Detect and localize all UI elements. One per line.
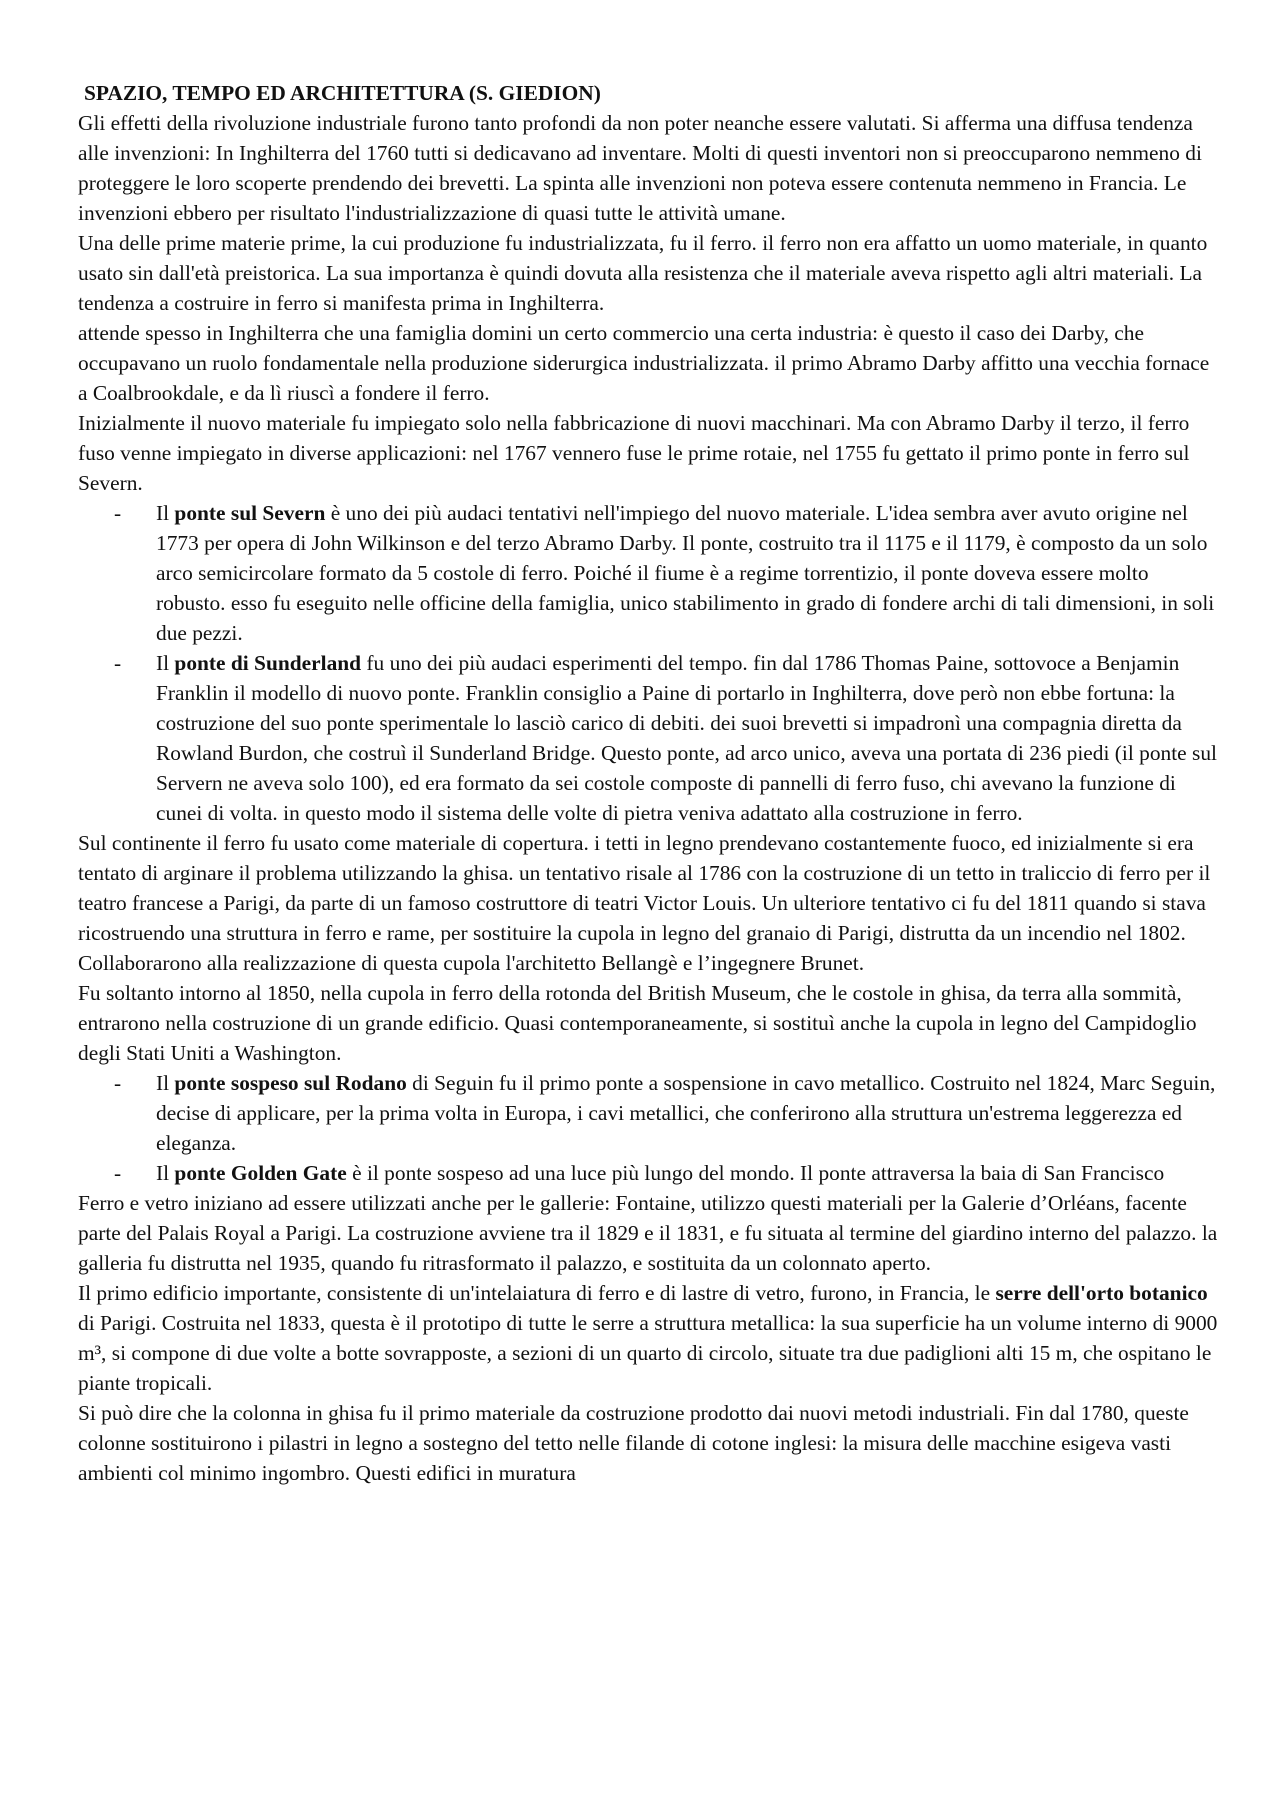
text-run: Una delle prime materie prime, la cui produzione fu industrializzata, fu il ferro. il ferro non era affatto un uomo materiale, in quanto usato sin dall'età preistorica. La sua importanza è quindi dovuta alla resistenza che il materiale aveva rispetto agli altri materiali. La tendenza a costruire in ferro si manifesta prima in Inghilterra. (78, 231, 1208, 315)
bullet-list (78, 498, 1218, 828)
text-run: Il (156, 1071, 175, 1095)
paragraph (78, 108, 1218, 228)
paragraph (78, 408, 1218, 498)
bullet-dash: - (114, 1071, 122, 1095)
text-run: attende spesso in Inghilterra che una famiglia domini un certo commercio una certa industria: è questo il caso dei Darby, che occupavano un ruolo fondamentale nella produzione siderurgica industrializzata. il primo Abramo Darby affitto una vecchia fornace a Coalbrookdale, e da lì riuscì a fondere il ferro. (78, 321, 1210, 405)
paragraph (78, 1188, 1218, 1278)
text-run: Fu soltanto intorno al 1850, nella cupola in ferro della rotonda del British Museum, che le costole in ghisa, da terra alla sommità, entrarono nella costruzione di un grande edificio. Quasi contemporaneamente, si sostituì anche la cupola in legno del Campidoglio degli Stati Uniti a Washington. (78, 981, 1197, 1065)
text-run: Gli effetti della rivoluzione industriale furono tanto profondi da non poter neanche essere valutati. Si afferma una diffusa tendenza alle invenzioni: In Inghilterra del 1760 tutti si dedicavano ad inventare. Molti di questi inventori non si preoccuparono nemmeno di proteggere le loro scoperte prendendo dei brevetti. La spinta alle invenzioni non poteva essere contenuta nemmeno in Francia. Le invenzioni ebbero per risultato l'industrializzazione di quasi tutte le attività umane. (78, 111, 1202, 225)
paragraph (78, 828, 1218, 978)
bold-term: ponte sospeso sul Rodano (174, 1071, 407, 1095)
bullet-dash: - (114, 1161, 122, 1185)
bullet-dash: - (114, 501, 122, 525)
text-run: di Parigi. Costruita nel 1833, questa è il prototipo di tutte le serre a struttura metallica: la sua superficie ha un volume interno di 9000 m³, si compone di due volte a botte sovrapposte, a sezioni di un quarto di circolo, situate tra due padiglioni alti 15 m, che ospitano le piante tropicali. (78, 1311, 1218, 1395)
document-title: SPAZIO, TEMPO ED ARCHITETTURA (S. GIEDION) (84, 81, 601, 105)
bold-term: serre dell'orto botanico (995, 1281, 1208, 1305)
text-run: Ferro e vetro iniziano ad essere utilizzati anche per le gallerie: Fontaine, utilizzo questi materiali per la Galerie d’Orléans, facente parte del Palais Royal a Parigi. La costruzione avviene tra il 1829 e il 1831, e fu situata al termine del giardino interno del palazzo. la galleria fu distrutta nel 1935, quando fu ritrasformato il palazzo, e sostituita da un colonnato aperto. (78, 1191, 1218, 1275)
bullet-item (78, 1068, 1218, 1158)
text-run: Il (156, 501, 175, 525)
text-run: Il (156, 651, 175, 675)
paragraph (78, 318, 1218, 408)
text-run: Sul continente il ferro fu usato come materiale di copertura. i tetti in legno prendevano costantemente fuoco, ed inizialmente si era tentato di arginare il problema utilizzando la ghisa. un tentativo risale al 1786 con la costruzione di un tetto in traliccio di ferro per il teatro francese a Parigi, da parte di un famoso costruttore di teatri Victor Louis. Un ulteriore tentativo ci fu del 1811 quando si stava ricostruendo una struttura in ferro e rame, per sostituire la cupola in legno del granaio di Parigi, distrutta da un incendio nel 1802. Collaborarono alla realizzazione di questa cupola l'architetto Bellangè e l’ingegnere Brunet. (78, 831, 1211, 975)
bold-term: ponte sul Severn (174, 501, 326, 525)
bullet-item (78, 648, 1218, 828)
document-page (78, 78, 1218, 1488)
bullet-item (78, 1158, 1218, 1188)
document-body (78, 108, 1218, 1488)
text-run: è uno dei più audaci tentativi nell'impiego del nuovo materiale. L'idea sembra aver avuto origine nel 1773 per opera di John Wilkinson e del terzo Abramo Darby. Il ponte, costruito tra il 1175 e il 1179, è composto da un solo arco semicircolare formato da 5 costole di ferro. Poiché il fiume è a regime torrentizio, il ponte doveva essere molto robusto. esso fu eseguito nelle officine della famiglia, unico stabilimento in grado di fondere archi di tali dimensioni, in soli due pezzi. (156, 501, 1215, 645)
text-run: Il (156, 1161, 175, 1185)
paragraph (78, 1398, 1218, 1488)
bold-term: ponte Golden Gate (174, 1161, 347, 1185)
text-run: è il ponte sospeso ad una luce più lungo del mondo. Il ponte attraversa la baia di San Francisco (346, 1161, 1165, 1185)
bullet-item (78, 498, 1218, 648)
paragraph (78, 1278, 1218, 1398)
paragraph (78, 228, 1218, 318)
bullet-dash: - (114, 651, 122, 675)
text-run: Si può dire che la colonna in ghisa fu il primo materiale da costruzione prodotto dai nuovi metodi industriali. Fin dal 1780, queste colonne sostituirono i pilastri in legno a sostegno del tetto nelle filande di cotone inglesi: la misura delle macchine esigeva vasti ambienti col minimo ingombro. Questi edifici in muratura (78, 1401, 1189, 1485)
bullet-list (78, 1068, 1218, 1188)
text-run: di Seguin fu il primo ponte a sospensione in cavo metallico. Costruito nel 1824, Marc Seguin, decise di applicare, per la prima volta in Europa, i cavi metallici, che conferirono alla struttura un'estrema leggerezza ed eleganza. (156, 1071, 1216, 1155)
paragraph (78, 978, 1218, 1068)
bold-term: ponte di Sunderland (174, 651, 362, 675)
text-run: fu uno dei più audaci esperimenti del tempo. fin dal 1786 Thomas Paine, sottovoce a Benjamin Franklin il modello di nuovo ponte. Franklin consiglio a Paine di portarlo in Inghilterra, dove però non ebbe fortuna: la costruzione del suo ponte sperimentale lo lasciò carico di debiti. dei suoi brevetti si impadronì una compagnia diretta da Rowland Burdon, che costruì il Sunderland Bridge. Questo ponte, ad arco unico, aveva una portata di 236 piedi (il ponte sul Servern ne aveva solo 100), ed era formato da sei costole composte di pannelli di ferro fuso, chi avevano la funzione di cunei di volta. in questo modo il sistema delle volte di pietra veniva adattato alla costruzione in ferro. (156, 651, 1217, 825)
text-run: Il primo edificio importante, consistente di un'intelaiatura di ferro e di lastre di vetro, furono, in Francia, le (78, 1281, 996, 1305)
text-run: Inizialmente il nuovo materiale fu impiegato solo nella fabbricazione di nuovi macchinari. Ma con Abramo Darby il terzo, il ferro fuso venne impiegato in diverse applicazioni: nel 1767 vennero fuse le prime rotaie, nel 1755 fu gettato il primo ponte in ferro sul Severn. (78, 411, 1190, 495)
